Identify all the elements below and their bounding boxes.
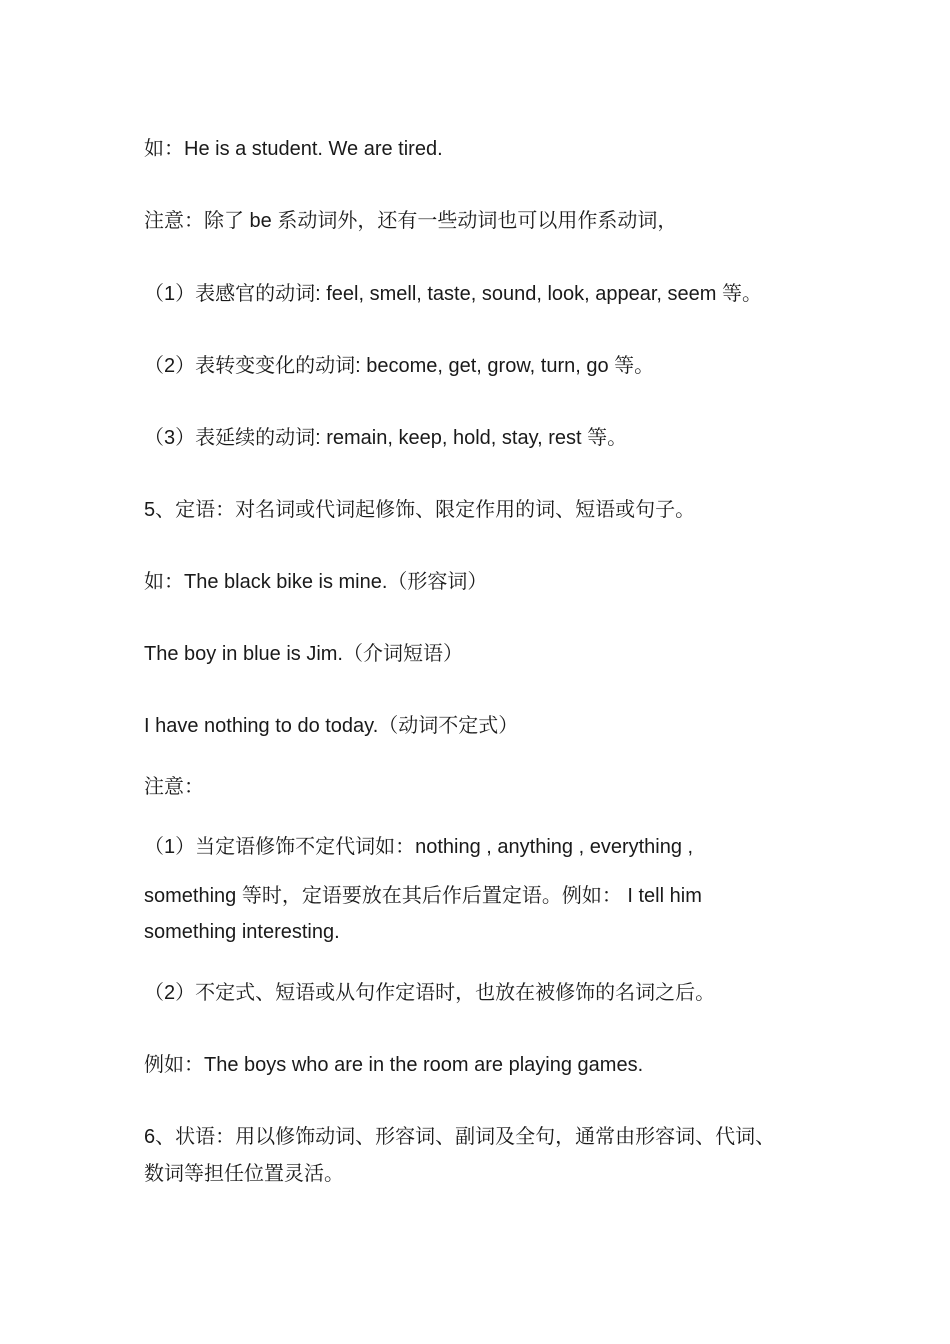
list-item-continue-verbs: （3）表延续的动词: remain, keep, hold, stay, rest 等。 (144, 427, 628, 449)
heading-attributive: 5、定语：对名词或代词起修饰、限定作用的词、短语或句子。 (144, 499, 696, 521)
note-item-postpositive: （2）不定式、短语或从句作定语时，也放在被修饰的名词之后。 (144, 982, 716, 1004)
note-linking-verbs: 注意：除了 be 系动词外，还有一些动词也可以用作系动词， (144, 210, 678, 232)
note-item-indefinite-pronouns: （1）当定语修饰不定代词如：nothing , anything , everything , (144, 836, 694, 858)
example-relative-clause: 例如：The boys who are in the room are playing games. (144, 1054, 644, 1076)
note-item-indefinite-pronouns-example: something interesting. (144, 921, 340, 943)
note-label: 注意： (144, 776, 204, 798)
list-item-change-verbs: （2）表转变变化的动词: become, get, grow, turn, go 等。 (144, 355, 655, 377)
heading-adverbial: 6、状语：用以修饰动词、形容词、副词及全句，通常由形容词、代词、 (144, 1126, 776, 1148)
example-prepositional-phrase: The boy in blue is Jim.（介词短语） (144, 643, 463, 665)
list-item-sense-verbs: （1）表感官的动词: feel, smell, taste, sound, look, appear, seem 等。 (144, 283, 763, 305)
heading-adverbial-cont: 数词等担任位置灵活。 (144, 1163, 344, 1185)
note-item-indefinite-pronouns-cont: something 等时，定语要放在其后作后置定语。例如： I tell him (144, 885, 702, 907)
example-adjective: 如：The black bike is mine.（形容词） (144, 571, 488, 593)
example-infinitive: I have nothing to do today.（动词不定式） (144, 715, 519, 737)
example-linking-verb-be: 如：He is a student. We are tired. (144, 138, 443, 160)
